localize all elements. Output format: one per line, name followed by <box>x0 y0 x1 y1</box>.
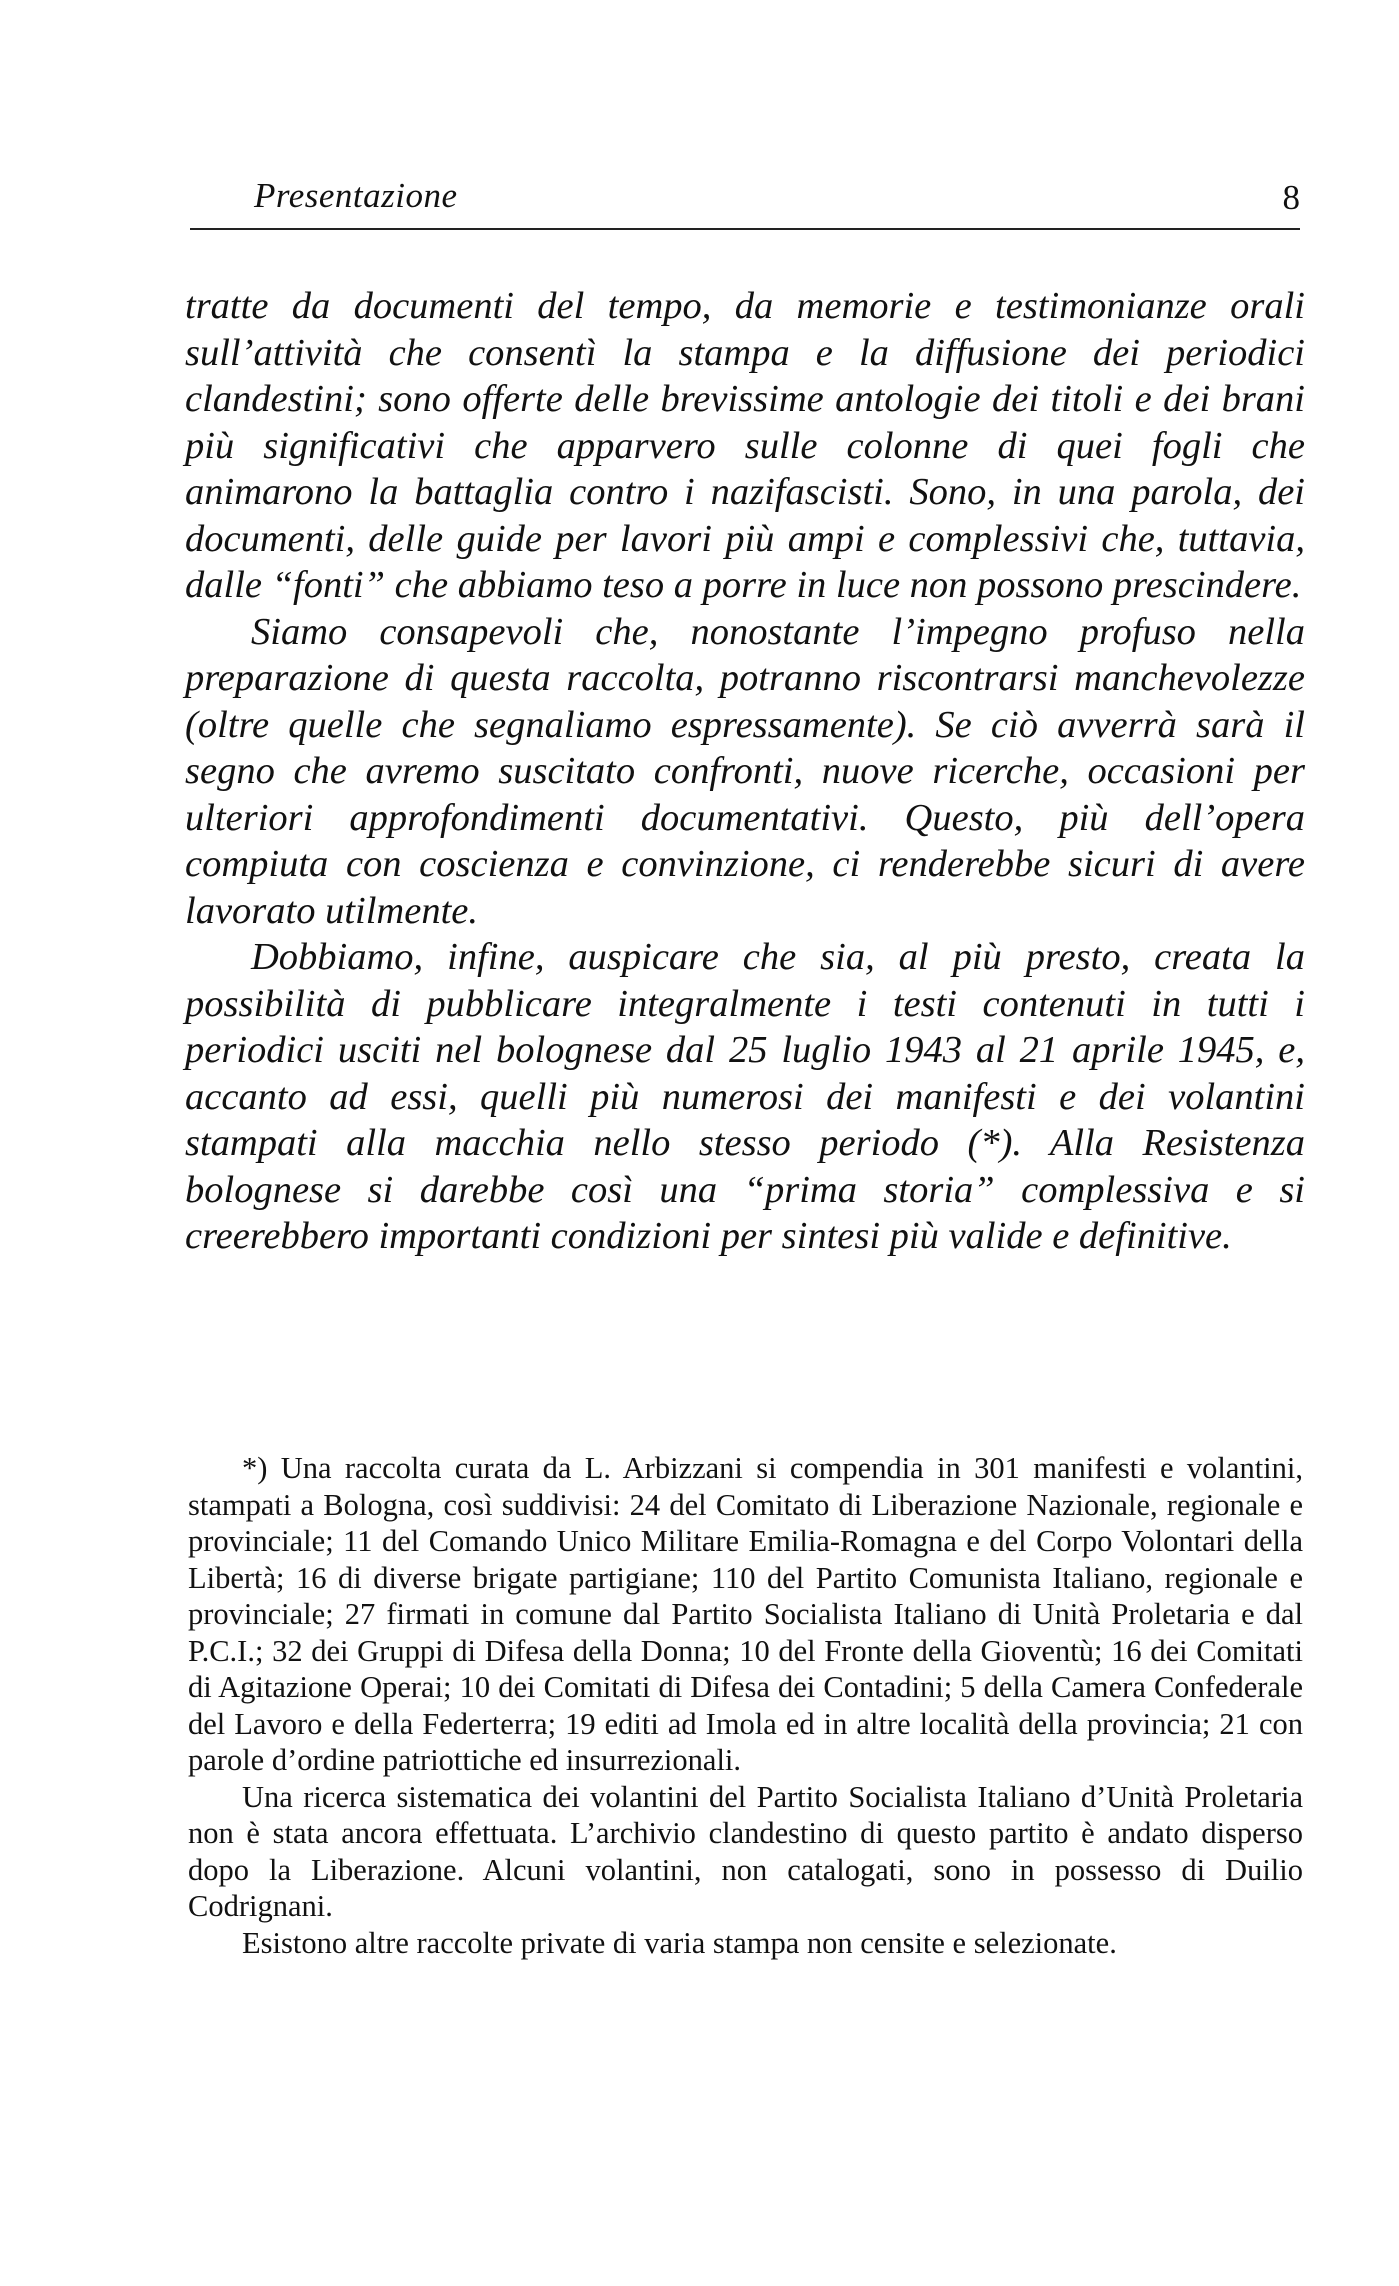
footnote-paragraph-1: *) Una raccolta curata da L. Arbizzani si compendia in 301 manifesti e volantini, stampati a Bologna, così suddivisi: 24 del Comitato di Liberazione Nazionale, regionale e provinciale; 11 del Comando Unico Militare Emilia-Romagna e del Corpo Volontari della Libertà; 16 di diverse brigate partigiane; 110 del Partito Comunista Italiano, regionale e provinciale; 27 firmati in comune dal Partito Socialista Italiano di Unità Proletaria e dal P.C.I.; 32 dei Gruppi di Difesa della Donna; 10 del Fronte della Gioventù; 16 dei Comitati di Agitazione Operai; 10 dei Comitati di Difesa dei Contadini; 5 della Camera Confederale del Lavoro e della Federterra; 19 editi ad Imola ed in altre località della provincia; 21 con parole d’ordine patriottiche ed insurrezionali. <box>188 1451 1303 1777</box>
main-text <box>185 283 1305 1260</box>
body-paragraph-2: Siamo consapevoli che, nonostante l’impegno profuso nella preparazione di questa raccolta, potranno riscontrarsi manchevolezze (oltre quelle che segnaliamo espressamente). Se ciò avverrà sarà il segno che avremo suscitato confronti, nuove ricerche, occasioni per ulteriori approfondimenti documentativi. Questo, più dell’opera compiuta con coscienza e convinzione, ci renderebbe sicuri di avere lavorato utilmente. <box>185 610 1305 932</box>
footnote-paragraph-2: Una ricerca sistematica dei volantini del Partito Socialista Italiano d’Unità Proletaria non è stata ancora effettuata. L’archivio clandestino di questo partito è andato disperso dopo la Liberazione. Alcuni volantini, non catalogati, sono in possesso di Duilio Codrignani. <box>188 1779 1303 1923</box>
page-header <box>190 172 1300 232</box>
body-paragraph-3: Dobbiamo, infine, auspicare che sia, al più presto, creata la possibilità di pubblicare integralmente i testi contenuti in tutti i periodici usciti nel bolognese dal 25 luglio 1943 al 21 aprile 1945, e, accanto ad essi, quelli più numerosi dei manifesti e dei volantini stampati alla macchia nello stesso periodo (*). Alla Resistenza bolognese si darebbe così una “prima storia” complessiva e si creerebbero importanti condizioni per sintesi più valide e definitive. <box>185 936 1305 1257</box>
body-paragraph-1: tratte da documenti del tempo, da memorie e testimonianze orali sull’attività che consentì la stampa e la diffusione dei periodici clandestini; sono offerte delle brevissime antologie dei titoli e dei brani più significativi che apparvero sulle colonne di quei fogli che animarono la battaglia contro i nazifascisti. Sono, in una parola, dei documenti, delle guide per lavori più ampi e complessivi che, tuttavia, dalle “fonti” che abbiamo teso a porre in luce non possono prescindere. <box>185 285 1305 606</box>
header-divider <box>190 228 1300 230</box>
footnote-section <box>188 1450 1303 1961</box>
page-number: 8 <box>1282 178 1300 217</box>
footnote-paragraph-3: Esistono altre raccolte private di varia stampa non censite e selezionate. <box>242 1925 1117 1960</box>
running-title: Presentazione <box>254 176 458 215</box>
